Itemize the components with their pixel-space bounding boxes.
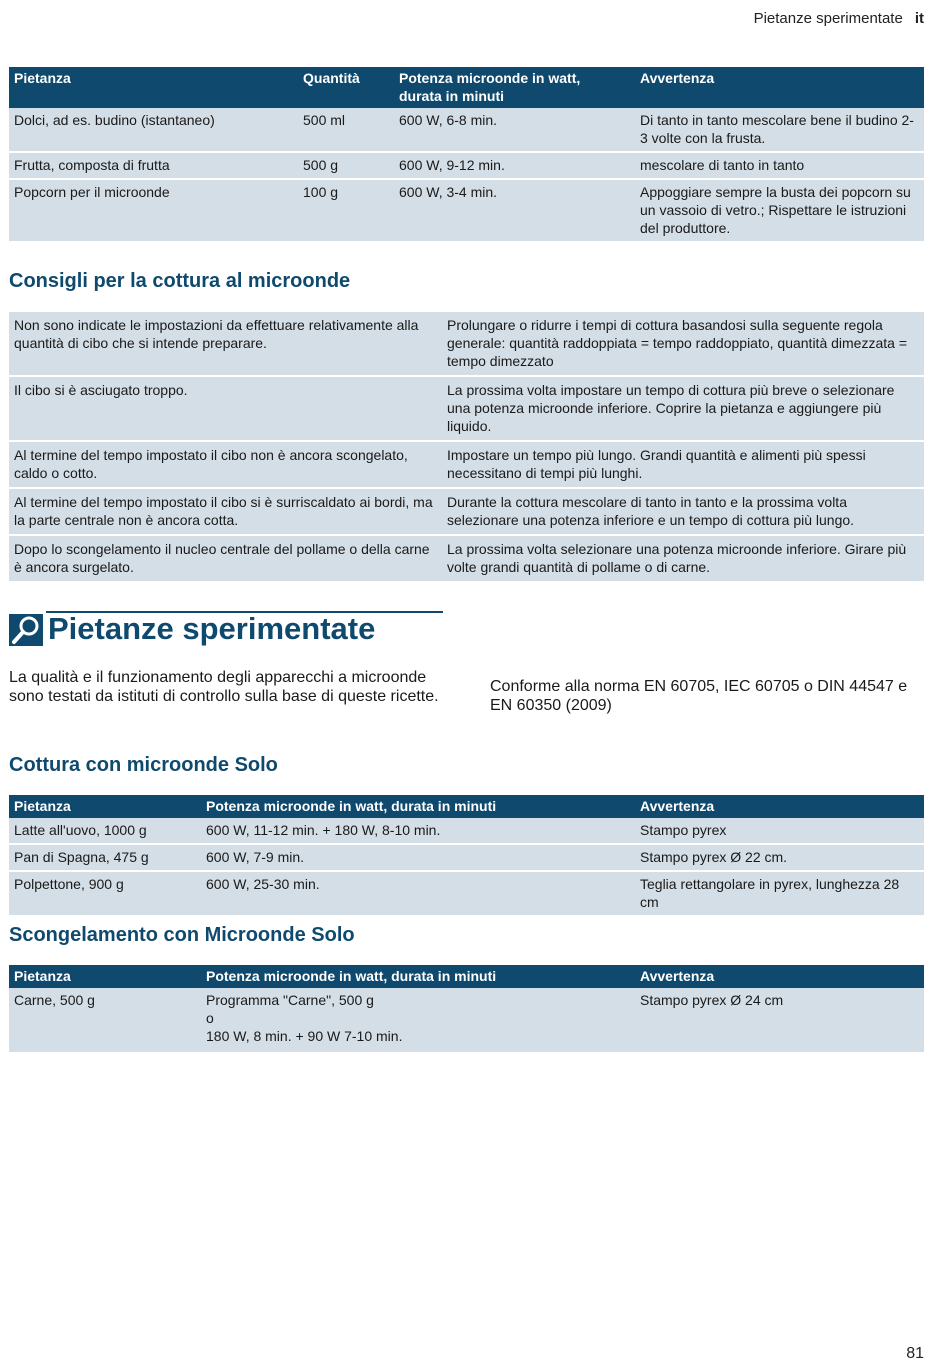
table-cell: 600 W, 7-9 min.: [201, 843, 635, 870]
table-cell: Dolci, ad es. budino (istantaneo): [9, 108, 298, 151]
solution-cell: La prossima volta selezionare una potenza microonde inferiore. Girare più volte grandi quantità di pollame o di carne.: [442, 534, 924, 581]
column-header: Quantità: [298, 67, 394, 108]
problem-cell: Al termine del tempo impostato il cibo non è ancora scongelato, caldo o cotto.: [9, 440, 442, 487]
table-cell: 600 W, 3-4 min.: [394, 178, 635, 241]
table-row: [9, 440, 924, 487]
solution-cell: La prossima volta impostare un tempo di cottura più breve o selezionare una potenza microonde inferiore. Coprire la pietanza e aggiungere più liquido.: [442, 375, 924, 440]
table-header-row: [9, 795, 924, 818]
solution-cell: Durante la cottura mescolare di tanto in tanto e la prossima volta selezionare una potenza inferiore e un tempo di cottura più lungo.: [442, 487, 924, 534]
column-header: Avvertenza: [635, 965, 924, 988]
table-row: [9, 988, 924, 1052]
cell-line: 180 W, 8 min. + 90 W 7-10 min.: [206, 1028, 403, 1044]
column-header: Pietanza: [9, 965, 201, 988]
table-cell: 600 W, 6-8 min.: [394, 108, 635, 151]
table-row: [9, 534, 924, 581]
table-row: [9, 487, 924, 534]
magnifier-icon: [9, 614, 43, 646]
defrost-table: [9, 965, 924, 1052]
problem-cell: Non sono indicate le impostazioni da effettuare relativamente alla quantità di cibo che si intende preparare.: [9, 312, 442, 375]
column-header: Avvertenza: [635, 795, 924, 818]
table-cell: Latte all'uovo, 1000 g: [9, 818, 201, 843]
table-cell: 100 g: [298, 178, 394, 241]
table-cell: Polpettone, 900 g: [9, 870, 201, 915]
table-cell: 500 ml: [298, 108, 394, 151]
column-header: Avvertenza: [635, 67, 924, 108]
page-number: 81: [906, 1345, 924, 1362]
problem-cell: Dopo lo scongelamento il nucleo centrale del pollame o della carne è ancora surgelato.: [9, 534, 442, 581]
cooking-table: [9, 795, 924, 915]
table-cell: 600 W, 25-30 min.: [201, 870, 635, 915]
table-cell: Di tanto in tanto mescolare bene il budino 2-3 volte con la frusta.: [635, 108, 924, 151]
column-header: Pietanza: [9, 67, 298, 108]
running-header-title: Pietanze sperimentate: [753, 10, 903, 27]
table-cell: Stampo pyrex Ø 22 cm.: [635, 843, 924, 870]
table-header-row: [9, 67, 924, 108]
table-cell: Pan di Spagna, 475 g: [9, 843, 201, 870]
table-cell: [201, 988, 635, 1052]
table-row: [9, 818, 924, 843]
solution-cell: Prolungare o ridurre i tempi di cottura basandosi sulla seguente regola generale: quantità raddoppiata = tempo raddoppiato, quantità dimezzata = tempo dimezzato: [442, 312, 924, 375]
table-header-row: [9, 965, 924, 988]
table-row: [9, 151, 924, 178]
intro-text: La qualità e il funzionamento degli apparecchi a microonde sono testati da istituti di controllo sulla base di queste ricette.: [9, 669, 439, 705]
problem-cell: Al termine del tempo impostato il cibo si è surriscaldato ai bordi, ma la parte centrale non è ancora cotta.: [9, 487, 442, 534]
language-code: it: [914, 10, 924, 27]
table-cell: Stampo pyrex: [635, 818, 924, 843]
table-row: [9, 178, 924, 241]
table-cell: 500 g: [298, 151, 394, 178]
table-row: [9, 312, 924, 375]
table-cell: mescolare di tanto in tanto: [635, 151, 924, 178]
table-cell: 600 W, 9-12 min.: [394, 151, 635, 178]
solution-cell: Impostare un tempo più lungo. Grandi quantità e alimenti più spessi necessitano di tempi più lunghi.: [442, 440, 924, 487]
table-row: [9, 108, 924, 151]
tips-heading: Consigli per la cottura al microonde: [9, 270, 351, 292]
table-cell: Popcorn per il microonde: [9, 178, 298, 241]
table-row: [9, 375, 924, 440]
food-table: [9, 67, 924, 241]
column-header: Potenza microonde in watt, durata in minuti: [394, 67, 635, 108]
defrost-heading: Scongelamento con Microonde Solo: [9, 924, 355, 946]
column-header: Pietanza: [9, 795, 201, 818]
cooking-heading: Cottura con microonde Solo: [9, 754, 278, 776]
table-row: [9, 843, 924, 870]
cell-line: o: [206, 1010, 214, 1026]
table-cell: 600 W, 11-12 min. + 180 W, 8-10 min.: [201, 818, 635, 843]
column-header: Potenza microonde in watt, durata in minuti: [201, 795, 635, 818]
table-cell: Frutta, composta di frutta: [9, 151, 298, 178]
section-title: Pietanze sperimentate: [48, 611, 376, 646]
table-cell: Appoggiare sempre la busta dei popcorn su un vassoio di vetro.; Rispettare le istruzioni del produttore.: [635, 178, 924, 241]
tips-table: [9, 312, 924, 581]
table-cell: Stampo pyrex Ø 24 cm: [635, 988, 924, 1052]
running-header: [754, 10, 924, 27]
table-cell: Teglia rettangolare in pyrex, lunghezza 28 cm: [635, 870, 924, 915]
column-header: Potenza microonde in watt, durata in minuti: [201, 965, 635, 988]
norm-text: Conforme alla norma EN 60705, IEC 60705 o DIN 44547 e EN 60350 (2009): [490, 678, 908, 714]
table-row: [9, 870, 924, 915]
table-cell: Carne, 500 g: [9, 988, 201, 1052]
problem-cell: Il cibo si è asciugato troppo.: [9, 375, 442, 440]
cell-line: Programma "Carne", 500 g: [206, 992, 374, 1008]
